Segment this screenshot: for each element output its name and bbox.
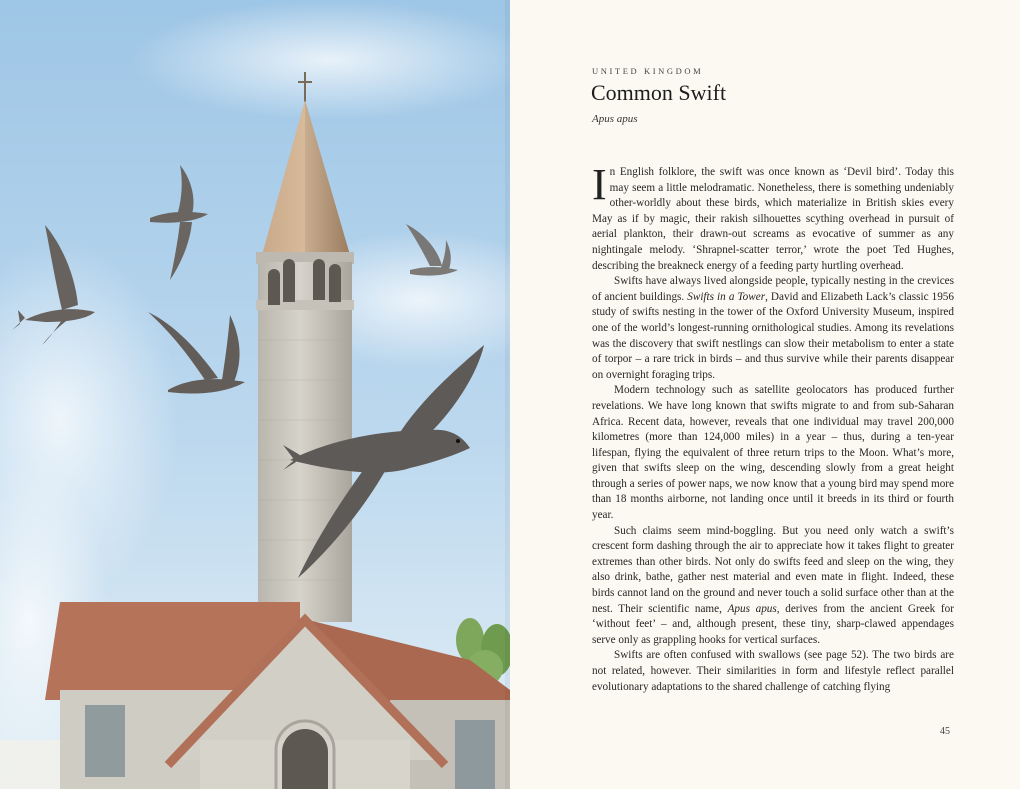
scientific-name: Apus apus <box>727 602 777 615</box>
paragraph-text: , David and Elizabeth Lack’s classic 1956 study of swifts nesting in the tower of the Oxford University Museum, inspired one of the world’s longest-running ornithological studies. Among its revelations was the discovery that swift nestlings can slow their metabolism to enter a state of torpor – a rare trick in birds – and thus survive while their parents disappear on overnight foraging trips. <box>592 290 954 381</box>
paragraph <box>592 524 954 649</box>
page-number: 45 <box>940 726 950 737</box>
region-label: UNITED KINGDOM <box>592 66 704 76</box>
paragraph-text: Modern technology such as satellite geolocators has produced further revelations. We have long known that swifts migrate to and from sub-Saharan Africa. Recent data, however, reveals that one individual may travel 200,000 kilometres (more than 124,000 miles) in a year – thus, during a ten-year lifespan, flying the equivalent of three return trips to the Moon. What’s more, given that swifts sleep on the wing, descending slowly from a great height through a series of power naps, we now know that a young bird may spend more than 18 months airborne, not landing once until it breeds in its third or fourth year. <box>592 384 954 522</box>
latin-name: Apus apus <box>592 113 638 125</box>
paragraph-text: Such claims seem mind-boggling. But you need only watch a swift’s crescent form dashing through the air to appreciate how it takes flight to greater extremes than other birds. Not only do swifts feed and sleep on the wing, they also drink, bathe, gather nest material and even mate in flight. Indeed, these birds cannot land on the ground and never touch a solid surface other than at the nest. Their scientific name, <box>592 524 954 615</box>
paragraph <box>592 160 954 274</box>
article-body <box>592 160 954 695</box>
paragraph <box>592 383 954 523</box>
paragraph <box>592 274 954 383</box>
paragraph-text: Swifts are often confused with swallows (see page 52). The two birds are not related, however. Their similarities in form and lifestyle reflect parallel evolutionary adaptations to the shared challenge of catching flying <box>592 649 954 693</box>
book-title: Swifts in a Tower <box>687 290 766 303</box>
paragraph-text: Swifts have always lived alongside people, typically nesting in the crevices of ancient buildings. <box>592 275 954 303</box>
paragraph-text: n English folklore, the swift was once known as ‘Devil bird’. Today this may seem a little melodramatic. Nonetheless, there is something undeniably other-worldly about these birds, which materialize in British skies every May as if by magic, their rakish silhouettes scything overhead in pursuit of aerial plankton, their drawn-out screams as evocative of summer as any nightingale melody. ‘Shrapnel-scatter terror,’ wrote the poet Ted Hughes, describing the breakneck energy of a feeding party hurtling overhead. <box>592 166 954 272</box>
species-title: Common Swift <box>591 80 727 105</box>
drop-cap: I <box>592 160 607 209</box>
paragraph-text: , derives from the ancient Greek for ‘without feet’ – and, although present, these tiny, sharp-clawed appendages serve only as grappling hooks for vertical surfaces. <box>592 602 954 646</box>
paragraph <box>592 648 954 695</box>
text-page <box>510 0 1020 789</box>
